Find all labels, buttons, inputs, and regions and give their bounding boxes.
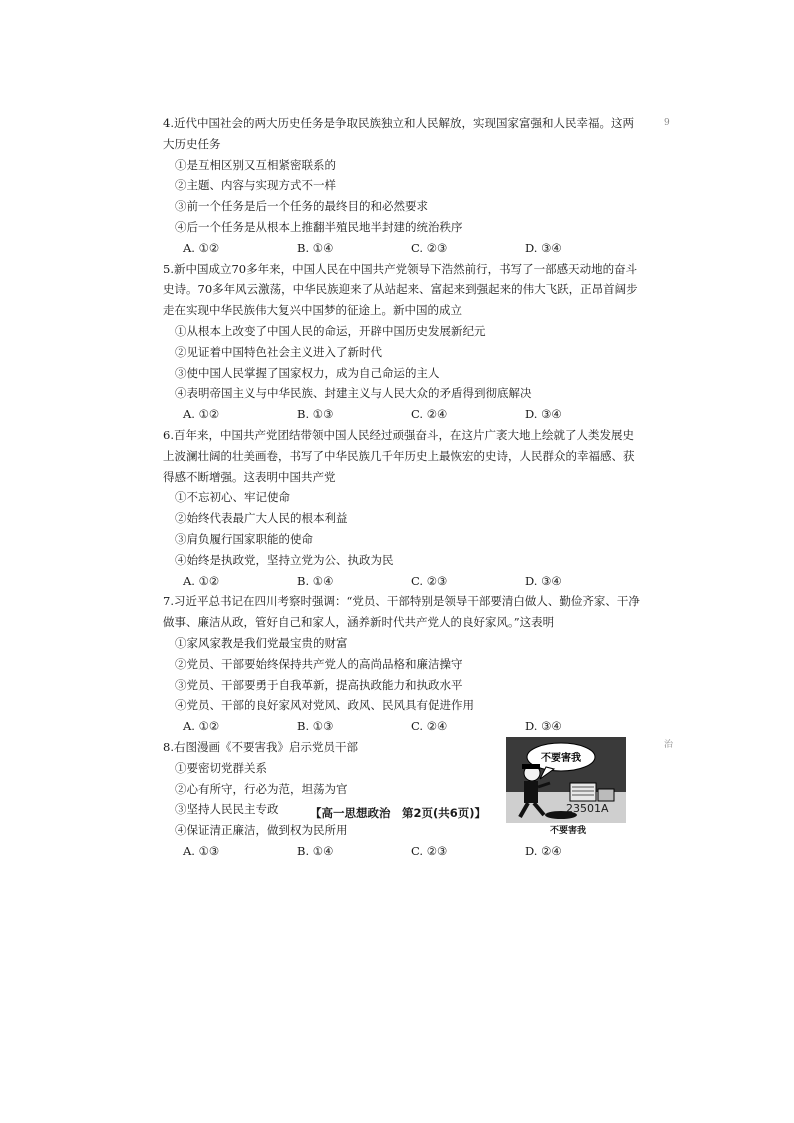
- option-b[interactable]: B. ①④: [297, 240, 334, 255]
- statement-1: ①家风家教是我们党最宝贵的财富: [175, 635, 348, 650]
- question-stem: 5.新中国成立70多年来，中国人民在中国共产党领导下浩然前行，书写了一部感天动地的奋斗史诗。70多年风云激荡，中华民族迎来了从站起来、富起来到强起来的伟大飞跃，正昂首阔步走在实现中华民族伟大复兴中国梦的征途上。新中国的成立: [163, 261, 638, 318]
- statement-2: ②主题、内容与实现方式不一样: [175, 178, 336, 193]
- statement-4: ④后一个任务是从根本上推翻半殖民地半封建的统治秩序: [175, 219, 463, 234]
- question-stem: 4.近代中国社会的两大历史任务是争取民族独立和人民解放，实现国家富强和人民幸福。这两大历史任务: [163, 116, 634, 151]
- statement-1: ①从根本上改变了中国人民的命运，开辟中国历史发展新纪元: [175, 323, 486, 338]
- statement-4: ④党员、干部的良好家风对党风、政风、民风具有促进作用: [175, 698, 474, 713]
- option-d[interactable]: D. ③④: [525, 573, 562, 588]
- statement-3: ③党员、干部要勇于自我革新，提高执政能力和执政水平: [175, 677, 463, 692]
- question-8: [163, 737, 643, 862]
- answer-options: [163, 238, 643, 259]
- option-b[interactable]: B. ①④: [297, 573, 334, 588]
- question-4: [163, 113, 643, 259]
- option-c[interactable]: C. ②④: [411, 407, 448, 422]
- question-5: [163, 259, 643, 425]
- answer-options: [163, 716, 643, 737]
- option-d[interactable]: D. ②④: [525, 843, 562, 858]
- option-b[interactable]: B. ①③: [297, 407, 334, 422]
- statement-1: ①要密切党群关系: [175, 760, 267, 775]
- speech-bubble-text: 不要害我: [541, 752, 581, 764]
- option-d[interactable]: D. ③④: [525, 240, 562, 255]
- statement-3: ③使中国人民掌握了国家权力，成为自己命运的主人: [175, 365, 440, 380]
- option-d[interactable]: D. ③④: [525, 407, 562, 422]
- statement-2: ②心有所守，行必为范，坦荡为官: [175, 781, 348, 796]
- option-c[interactable]: C. ②④: [411, 719, 448, 734]
- statement-2: ②始终代表最广大人民的根本利益: [175, 511, 348, 526]
- option-a[interactable]: A. ①②: [183, 719, 220, 734]
- option-a[interactable]: A. ①③: [183, 843, 220, 858]
- answer-options: [163, 841, 643, 862]
- edge-mark: 9: [664, 118, 670, 128]
- question-stem: 6.百年来，中国共产党团结带领中国人民经过顽强奋斗，在这片广袤大地上绘就了人类发展史上波澜壮阔的壮美画卷，书写了中华民族几千年历史上最恢宏的史诗，人民群众的幸福感、获得感不断增强。这表明中国共产党: [163, 427, 635, 484]
- option-a[interactable]: A. ①②: [183, 240, 220, 255]
- question-7: [163, 591, 643, 737]
- statement-grid: [163, 487, 643, 570]
- option-a[interactable]: A. ①②: [183, 407, 220, 422]
- option-c[interactable]: C. ②③: [411, 240, 448, 255]
- statement-3: ③坚持人民民主专政: [175, 802, 279, 817]
- question-stem: 7.习近平总书记在四川考察时强调：“党员、干部特别是领导干部要清白做人、勤俭齐家、干净做事、廉洁从政，管好自己和家人，涵养新时代共产党人的良好家风。”这表明: [163, 594, 640, 630]
- statement-1: ①是互相区别又互相紧密联系的: [175, 157, 336, 172]
- page-footer: 【高一思想政治 第2页(共6页)】: [310, 806, 487, 820]
- option-d[interactable]: D. ③④: [525, 719, 562, 734]
- option-b[interactable]: B. ①④: [297, 843, 334, 858]
- option-c[interactable]: C. ②③: [411, 843, 448, 858]
- answer-options: [163, 571, 643, 592]
- statement-4: ④始终是执政党，坚持立党为公、执政为民: [175, 552, 394, 567]
- statement-2: ②党员、干部要始终保持共产党人的高尚品格和廉洁操守: [175, 656, 463, 671]
- question-list: [163, 113, 643, 862]
- option-a[interactable]: A. ①②: [183, 573, 220, 588]
- answer-options: [163, 404, 643, 425]
- statement-4: ④保证清正廉洁，做到权为民所用: [175, 823, 348, 838]
- question-6: [163, 425, 643, 591]
- option-b[interactable]: B. ①③: [297, 719, 334, 734]
- statement-3: ③前一个任务是后一个任务的最终目的和必然要求: [175, 199, 428, 214]
- paper-code: 23501A: [566, 802, 609, 815]
- question-stem: 8.右图漫画《不要害我》启示党员干部: [163, 739, 358, 754]
- statement-4: ④表明帝国主义与中华民族、封建主义与人民大众的矛盾得到彻底解决: [175, 386, 532, 401]
- cartoon-caption: 不要害我: [549, 825, 586, 836]
- statement-1: ①不忘初心、牢记使命: [175, 490, 290, 505]
- option-c[interactable]: C. ②③: [411, 573, 448, 588]
- edge-mark: 治: [664, 740, 674, 750]
- statement-2: ②见证着中国特色社会主义进入了新时代: [175, 344, 382, 359]
- statement-3: ③肩负履行国家职能的使命: [175, 531, 313, 546]
